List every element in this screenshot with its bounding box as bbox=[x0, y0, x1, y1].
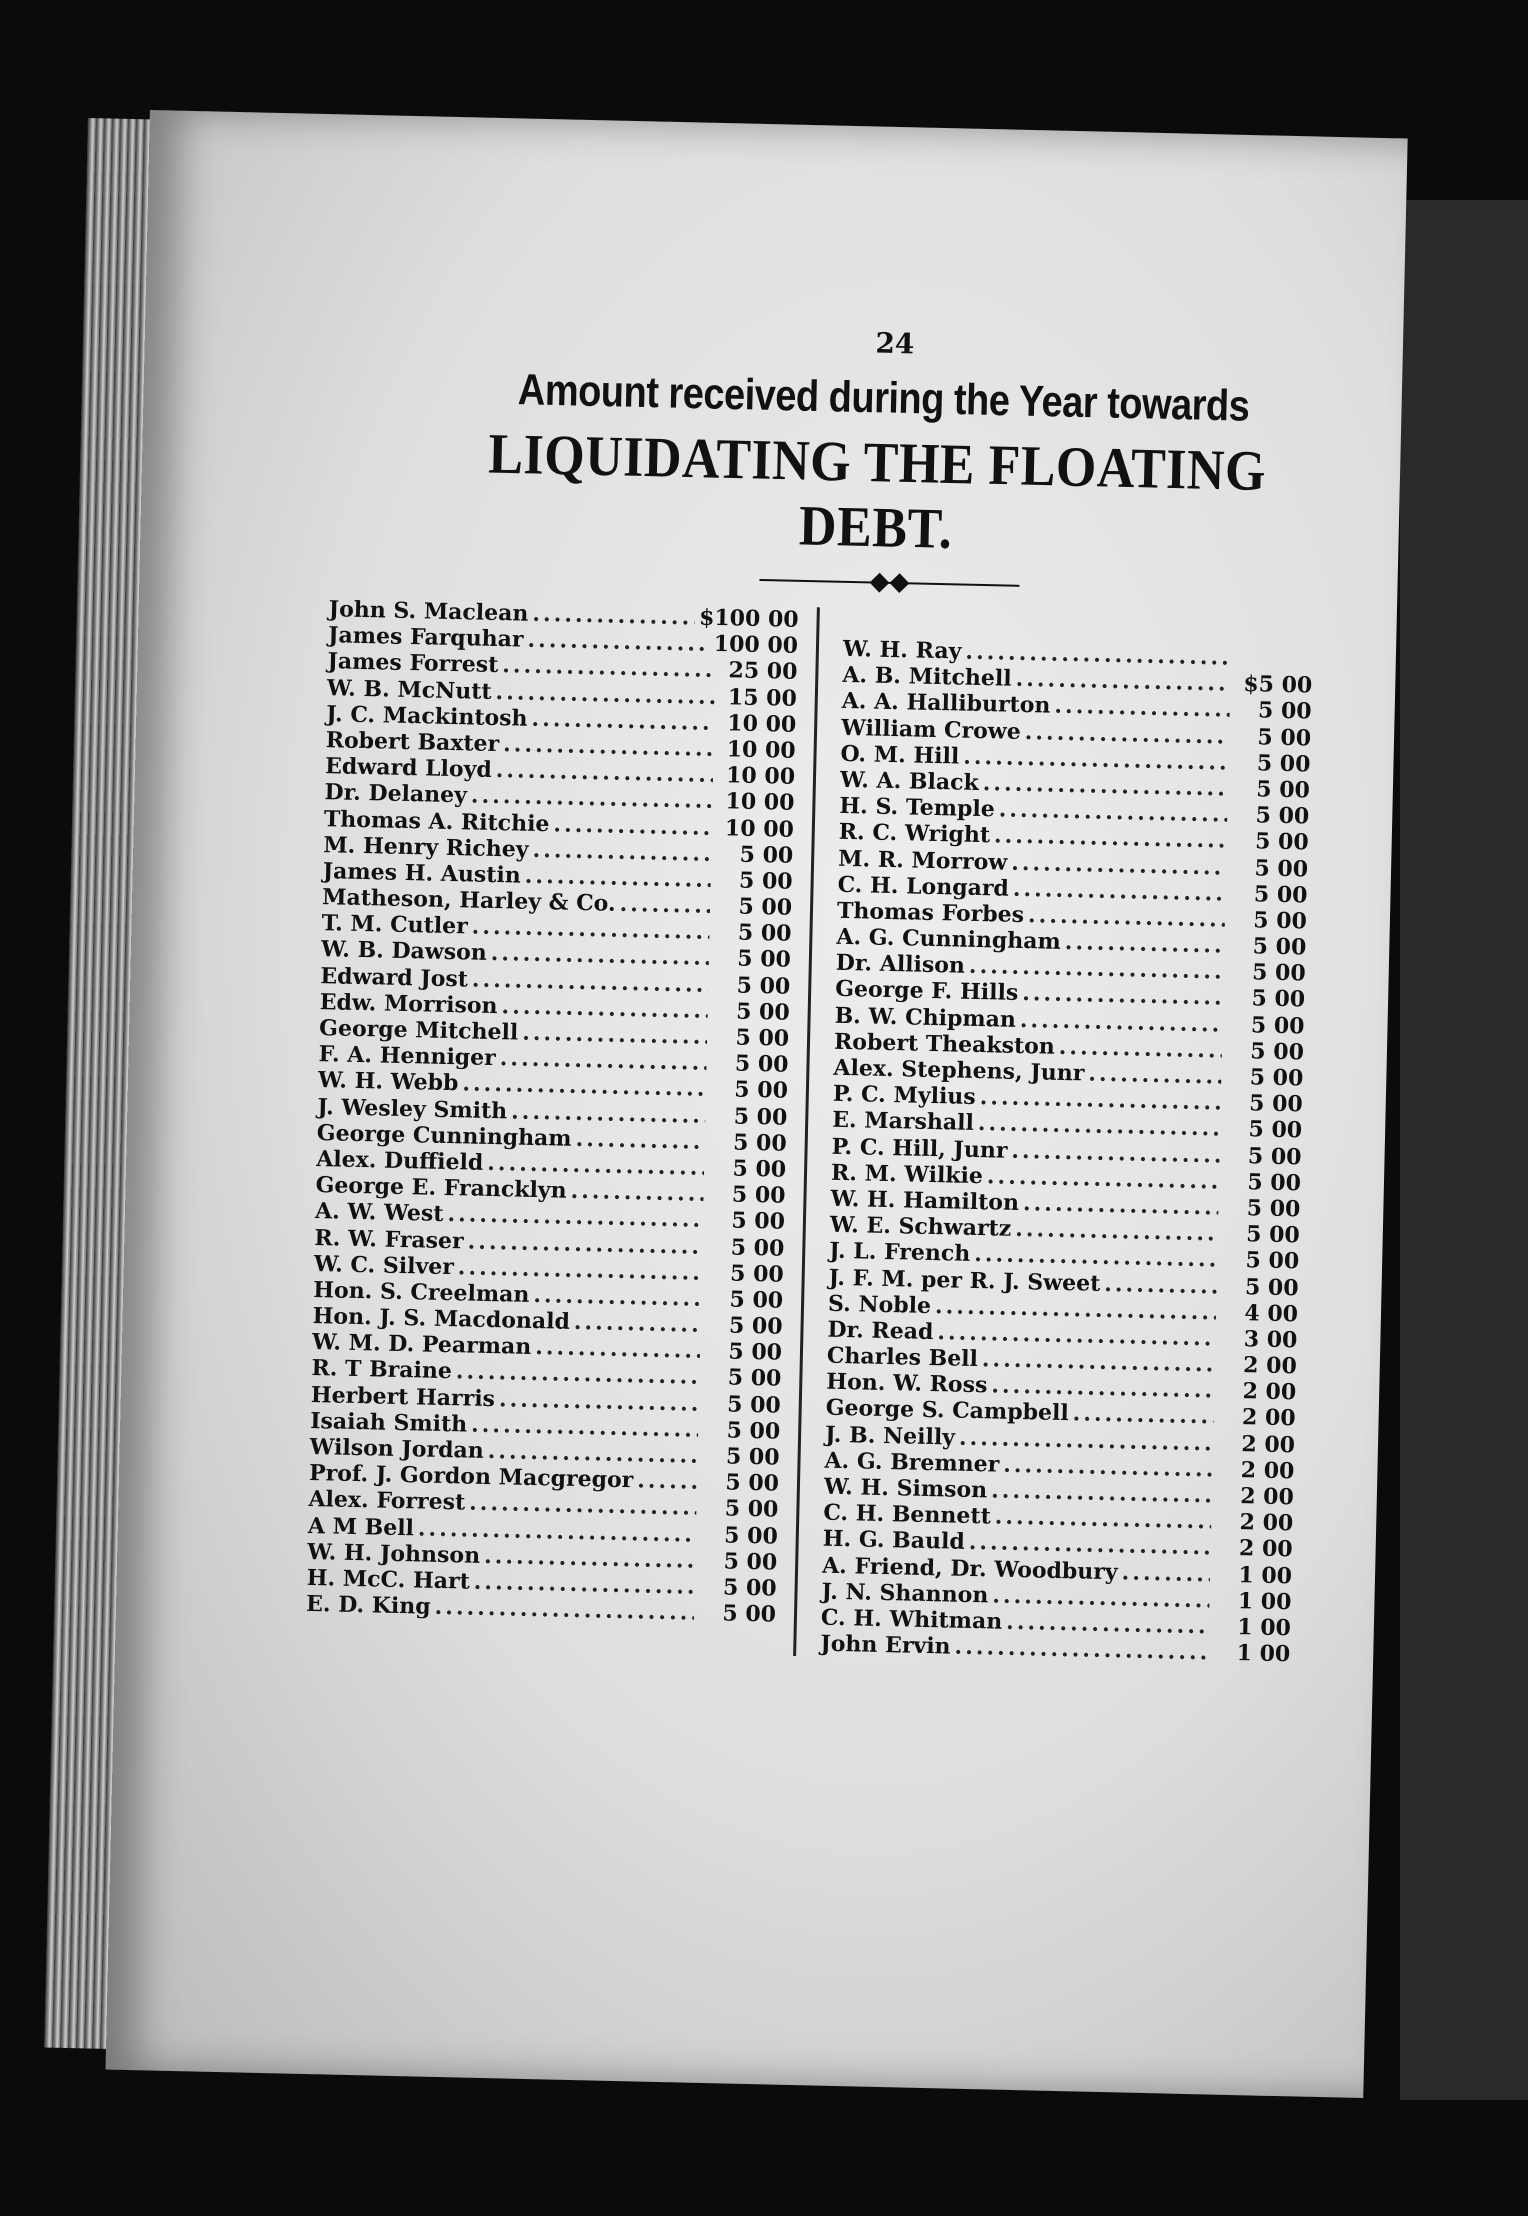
contribution-amount: 5 00 bbox=[1255, 802, 1310, 830]
contribution-amount: 4 00 bbox=[1244, 1299, 1299, 1328]
contributor-name: George E. Francklyn bbox=[315, 1172, 567, 1204]
contribution-amount: 5 00 bbox=[1256, 750, 1311, 778]
contributor-name: P. C. Hill, Junr bbox=[831, 1133, 1008, 1164]
contributor-name: J. N. Shannon bbox=[821, 1578, 989, 1609]
contributor-name: James H. Austin bbox=[322, 857, 522, 889]
contributor-name: Dr. Delaney bbox=[324, 779, 468, 809]
heading-subtitle: Amount received during the Year towards bbox=[517, 366, 1250, 432]
dot-leader bbox=[575, 1126, 705, 1155]
contribution-amount: 5 00 bbox=[1252, 933, 1307, 961]
contribution-amount: 5 00 bbox=[1257, 723, 1312, 752]
contribution-amount: 5 00 bbox=[1257, 697, 1312, 725]
contributor-name: James Farquhar bbox=[327, 622, 524, 653]
contributor-name: A. G. Bremner bbox=[824, 1447, 1000, 1478]
heading-title: LIQUIDATING THE FLOATING DEBT. bbox=[487, 422, 1267, 562]
contributor-name: Alex. Duffield bbox=[315, 1145, 484, 1176]
contributor-name: W. B. McNutt bbox=[326, 674, 492, 705]
contribution-amount: 5 00 bbox=[1248, 1090, 1304, 1118]
adjacent-page-shadow bbox=[1400, 200, 1528, 2100]
contribution-amount: 5 00 bbox=[1247, 1168, 1302, 1197]
contribution-amount: 5 00 bbox=[737, 945, 792, 974]
contributor-name: Thomas Forbes bbox=[836, 897, 1025, 928]
dot-leader bbox=[1065, 929, 1225, 959]
contribution-amount: 5 00 bbox=[730, 1233, 785, 1262]
contributor-name: Thomas A. Ritchie bbox=[323, 805, 550, 837]
contributor-name: H. McC. Hart bbox=[306, 1564, 471, 1595]
dot-leader bbox=[533, 1282, 701, 1312]
contributor-name: A M Bell bbox=[307, 1512, 415, 1541]
contribution-amount: 2 00 bbox=[1241, 1404, 1296, 1432]
contributor-name: W. H. Webb bbox=[317, 1067, 459, 1097]
contributor-name: R. M. Wilkie bbox=[830, 1159, 984, 1189]
left-column bbox=[305, 596, 820, 1656]
contributor-name: Robert Theakston bbox=[833, 1028, 1056, 1060]
contributor-name: W. B. Dawson bbox=[320, 936, 488, 967]
contributor-name: C. H. Longard bbox=[837, 871, 1010, 902]
contributor-name: John S. Maclean bbox=[328, 596, 529, 627]
contribution-amount: 10 00 bbox=[727, 710, 797, 738]
contribution-amount: 5 00 bbox=[1245, 1247, 1300, 1275]
contributor-name: A. Friend, Dr. Woodbury bbox=[821, 1552, 1119, 1585]
contribution-amount: 10 00 bbox=[726, 736, 796, 764]
dot-leader bbox=[531, 706, 714, 736]
dot-leader bbox=[1072, 1401, 1214, 1430]
contribution-amount: 5 00 bbox=[723, 1521, 779, 1550]
contributor-name: O. M. Hill bbox=[840, 740, 960, 770]
dot-leader bbox=[527, 627, 710, 657]
contribution-amount: 5 00 bbox=[1250, 1011, 1305, 1040]
contribution-amount: 5 00 bbox=[1250, 1038, 1305, 1066]
contribution-amount: 2 00 bbox=[1242, 1378, 1297, 1406]
contribution-amount: 25 00 bbox=[728, 657, 798, 686]
contributor-name: J. L. French bbox=[828, 1238, 971, 1268]
contributor-name: F. A. Henniger bbox=[318, 1041, 497, 1072]
contributor-name: William Crowe bbox=[840, 714, 1022, 745]
dot-leader bbox=[553, 811, 712, 841]
contribution-amount: 15 00 bbox=[727, 683, 798, 712]
contributor-name: E. D. King bbox=[305, 1591, 431, 1620]
contribution-amount: 5 00 bbox=[731, 1207, 786, 1236]
contribution-amount: 5 00 bbox=[1253, 907, 1308, 935]
contribution-amount: 5 00 bbox=[725, 1469, 780, 1497]
contribution-amount: 5 00 bbox=[1244, 1273, 1299, 1301]
contribution-amount: 5 00 bbox=[1251, 985, 1306, 1013]
contributor-name: Hon. W. Ross bbox=[826, 1368, 988, 1399]
contributor-name: W. M. D. Pearman bbox=[311, 1329, 532, 1361]
contribution-amount: 1 00 bbox=[1237, 1587, 1292, 1616]
contributor-name: Dr. Allison bbox=[835, 950, 966, 979]
contributor-name: E. Marshall bbox=[831, 1107, 975, 1137]
contributor-name: John Ervin bbox=[820, 1630, 951, 1660]
contributor-name: R. T Braine bbox=[311, 1355, 453, 1385]
contributor-name: R. W. Fraser bbox=[314, 1224, 464, 1254]
contributor-name: George Cunningham bbox=[316, 1119, 572, 1152]
dot-leader bbox=[524, 863, 710, 893]
contribution-amount: 5 00 bbox=[726, 1417, 781, 1445]
contributor-name: T. M. Cutler bbox=[321, 910, 468, 940]
contribution-amount: 5 00 bbox=[1251, 959, 1306, 987]
contributor-name: Alex. Forrest bbox=[308, 1486, 466, 1516]
contribution-amount: 2 00 bbox=[1238, 1535, 1293, 1563]
contributor-name: S. Noble bbox=[827, 1290, 932, 1319]
contributor-name: Prof. J. Gordon Macgregor bbox=[308, 1460, 634, 1494]
contribution-amount: 5 00 bbox=[724, 1495, 779, 1523]
contribution-amount: 5 00 bbox=[732, 1129, 788, 1157]
contributor-name: Wilson Jordan bbox=[309, 1433, 485, 1464]
contribution-amount: 5 00 bbox=[738, 867, 793, 895]
contributor-name: Edward Jost bbox=[320, 962, 469, 993]
contribution-amount: 5 00 bbox=[736, 972, 791, 1000]
dot-leader bbox=[570, 1178, 704, 1207]
contributor-name: W. H. Hamilton bbox=[830, 1185, 1020, 1216]
contributor-name: Dr. Read bbox=[827, 1316, 934, 1345]
contributor-name: George Mitchell bbox=[318, 1015, 519, 1046]
page-content bbox=[305, 314, 1335, 1668]
contributor-name: Edward Lloyd bbox=[324, 753, 493, 784]
contribution-amount: 5 00 bbox=[725, 1443, 780, 1471]
contribution-amount: 1 00 bbox=[1238, 1561, 1293, 1589]
contributor-name: M. Henry Richey bbox=[323, 831, 529, 863]
dot-leader bbox=[1121, 1559, 1210, 1587]
contributor-name: M. R. Morrow bbox=[837, 845, 1008, 876]
contribution-amount: 5 00 bbox=[722, 1600, 777, 1628]
contributor-name: H. S. Temple bbox=[839, 792, 996, 823]
dot-leader bbox=[574, 1309, 701, 1338]
contribution-amount: 5 00 bbox=[1248, 1116, 1303, 1144]
contribution-amount: 5 00 bbox=[1253, 880, 1308, 909]
contributor-name: H. G. Bauld bbox=[822, 1526, 966, 1556]
contribution-amount: 1 00 bbox=[1236, 1640, 1291, 1668]
contributor-name: J. Wesley Smith bbox=[317, 1093, 508, 1124]
contributor-name: Edw. Morrison bbox=[319, 988, 498, 1019]
contributor-name: B. W. Chipman bbox=[834, 1002, 1017, 1033]
dot-leader bbox=[1088, 1061, 1222, 1090]
contributor-name: A. W. West bbox=[314, 1198, 444, 1228]
contribution-amount: 5 00 bbox=[737, 919, 792, 948]
contribution-amount: 2 00 bbox=[1239, 1509, 1294, 1537]
contribution-amount: 2 00 bbox=[1240, 1456, 1295, 1485]
contributor-name: W. H. Simson bbox=[823, 1473, 988, 1504]
contribution-amount: 5 00 bbox=[729, 1286, 784, 1314]
contributor-name: J. C. Mackintosh bbox=[326, 700, 528, 732]
contributor-name: C. H. Bennett bbox=[823, 1499, 992, 1530]
contribution-amount: 5 00 bbox=[729, 1260, 785, 1288]
contributor-name: W. H. Johnson bbox=[307, 1538, 481, 1569]
contribution-amount: 5 00 bbox=[1245, 1221, 1301, 1249]
contribution-amount: 5 00 bbox=[1254, 828, 1309, 856]
dot-leader bbox=[535, 1334, 700, 1364]
contributor-name: George F. Hills bbox=[834, 976, 1019, 1007]
contributor-name: W. H. Ray bbox=[842, 635, 962, 665]
contributor-name: Hon. J. S. Macdonald bbox=[312, 1303, 571, 1335]
page-number: 24 bbox=[875, 326, 915, 361]
contribution-amount: 5 00 bbox=[728, 1312, 783, 1340]
contribution-amount: 10 00 bbox=[724, 814, 795, 843]
dot-leader bbox=[954, 1634, 1208, 1666]
contribution-amount: 5 00 bbox=[1255, 776, 1311, 804]
dot-leader bbox=[1059, 1034, 1223, 1064]
contribution-amount: 5 00 bbox=[734, 1076, 789, 1105]
dot-leader bbox=[532, 837, 711, 867]
contributor-name: A. G. Cunningham bbox=[836, 923, 1062, 955]
contribution-amount: 5 00 bbox=[732, 1155, 787, 1183]
contribution-amount: 100 00 bbox=[713, 631, 799, 660]
contributor-name: Matheson, Harley & Co. bbox=[321, 884, 616, 917]
contribution-amount: 5 00 bbox=[1247, 1142, 1302, 1170]
contribution-amount: 10 00 bbox=[725, 762, 796, 790]
dot-leader bbox=[434, 1594, 694, 1626]
contribution-amount: 5 00 bbox=[735, 998, 790, 1026]
contribution-amount: 5 00 bbox=[733, 1103, 788, 1131]
dot-leader bbox=[637, 1468, 697, 1495]
contribution-amount: 2 00 bbox=[1242, 1352, 1298, 1380]
dot-leader bbox=[619, 891, 710, 919]
contributor-name: J. F. M. per R. J. Sweet bbox=[828, 1264, 1101, 1297]
contribution-amount: $5 00 bbox=[1243, 671, 1313, 699]
contributor-name: A. B. Mitchell bbox=[842, 662, 1012, 692]
dot-leader bbox=[987, 1163, 1220, 1194]
contribution-amount: 10 00 bbox=[725, 788, 795, 817]
subscriber-list bbox=[305, 596, 1329, 1668]
contribution-amount: 5 00 bbox=[723, 1548, 778, 1576]
contribution-amount: 3 00 bbox=[1243, 1326, 1298, 1354]
contribution-amount: 5 00 bbox=[731, 1181, 786, 1209]
contributor-name: Hon. S. Creelman bbox=[312, 1276, 530, 1308]
contributor-name: J. B. Neilly bbox=[824, 1421, 956, 1451]
contributor-name: Charles Bell bbox=[826, 1342, 979, 1373]
contribution-amount: 5 00 bbox=[1246, 1195, 1301, 1223]
contributor-name: Alex. Stephens, Junr bbox=[833, 1054, 1085, 1087]
contributor-name: Robert Baxter bbox=[325, 727, 500, 758]
contribution-amount: 5 00 bbox=[722, 1574, 777, 1602]
contributor-name: George S. Campbell bbox=[825, 1395, 1069, 1427]
book-page bbox=[106, 110, 1408, 2098]
dot-leader bbox=[1104, 1270, 1217, 1299]
contributor-name: Isaiah Smith bbox=[310, 1407, 468, 1438]
right-column bbox=[796, 635, 1313, 1667]
contribution-amount: 5 00 bbox=[728, 1338, 783, 1366]
contribution-amount: 5 00 bbox=[734, 1050, 789, 1078]
contributor-name: W. E. Schwartz bbox=[829, 1211, 1012, 1242]
contributor-name: P. C. Mylius bbox=[832, 1080, 977, 1111]
contributor-name: Herbert Harris bbox=[310, 1381, 496, 1412]
contribution-amount: 2 00 bbox=[1239, 1483, 1295, 1511]
contribution-amount: 5 00 bbox=[1249, 1064, 1304, 1092]
contribution-amount: 1 00 bbox=[1236, 1613, 1292, 1642]
contribution-amount bbox=[1235, 665, 1313, 667]
contributor-name: James Forrest bbox=[327, 648, 499, 679]
contributor-name: A. A. Halliburton bbox=[841, 688, 1051, 719]
contributor-name: C. H. Whitman bbox=[820, 1604, 1003, 1635]
contribution-amount: 5 00 bbox=[739, 841, 794, 869]
ornament-divider bbox=[759, 570, 1019, 596]
contribution-amount: 2 00 bbox=[1241, 1430, 1296, 1458]
contribution-amount: 5 00 bbox=[738, 893, 793, 921]
contributor-name: W. A. Black bbox=[839, 766, 980, 796]
dot-leader bbox=[522, 1020, 707, 1050]
contribution-amount: 5 00 bbox=[1254, 854, 1309, 882]
dot-leader bbox=[1054, 693, 1230, 723]
contribution-amount: 5 00 bbox=[727, 1364, 782, 1393]
contribution-amount: 5 00 bbox=[735, 1024, 790, 1052]
dot-leader bbox=[495, 679, 715, 710]
contribution-amount: 5 00 bbox=[726, 1391, 782, 1419]
dot-leader bbox=[511, 1098, 706, 1128]
dot-leader bbox=[532, 601, 695, 631]
contribution-amount: $100 00 bbox=[698, 604, 799, 633]
contributor-name: W. C. Silver bbox=[313, 1250, 455, 1280]
contributor-name: R. C. Wright bbox=[838, 819, 991, 849]
